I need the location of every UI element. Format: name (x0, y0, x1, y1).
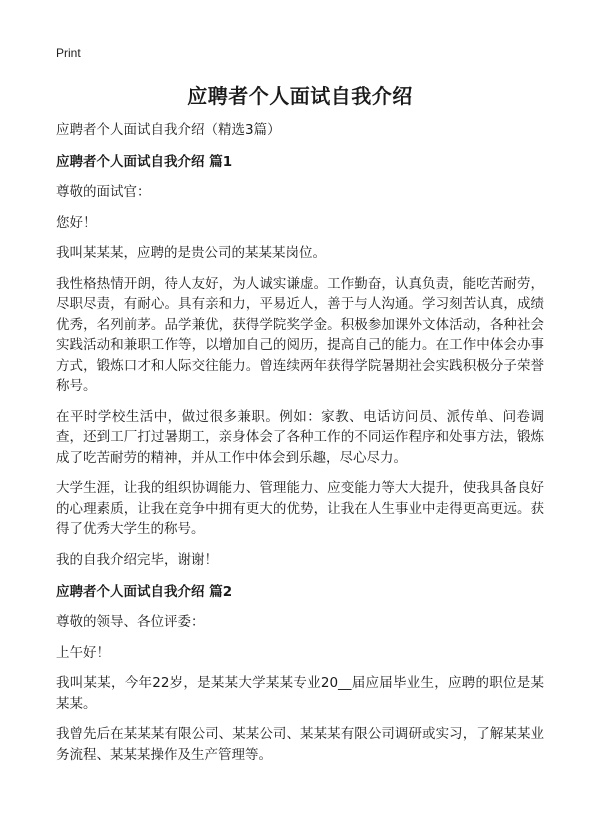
document-subtitle: 应聘者个人面试自我介绍（精选3篇） (56, 122, 281, 138)
paragraph: 我性格热情开朗，待人友好，为人诚实谦虚。工作勤奋，认真负责，能吃苦耐劳，尽职尽责，有耐心。具有亲和力，平易近人，善于与人沟通。学习刻苦认真，成绩优秀，名列前茅。品学兼优，获得学院奖学金。积极参加课外文体活动，各种社会实践活动和兼职工作等，以增加自己的阅历，提高自己的能力。在工作中体会办事方式，锻炼口才和人际交往能力。曾连续两年获得学院暑期社会实践积极分子荣誉称号。 (56, 275, 544, 394)
paragraph: 我叫某某，今年22岁，是某某大学某某专业20__届应届毕业生，应聘的职位是某某某。 (56, 675, 544, 712)
section-1 (56, 152, 544, 570)
paragraph: 尊敬的领导、各位评委： (56, 614, 205, 630)
paragraph: 我叫某某某，应聘的是贵公司的某某某岗位。 (56, 245, 326, 261)
paragraph: 在平时学校生活中，做过很多兼职。例如：家教、电话访问员、派传单、问卷调查，还到工厂打过暑期工，亲身体会了各种工作的不同运作程序和处事方法，锻炼成了吃苦耐劳的精神，并从工作中体会到乐趣，尽心尽力。 (56, 408, 544, 466)
section-heading: 应聘者个人面试自我介绍 篇1 (56, 154, 233, 170)
paragraph: 您好！ (56, 214, 97, 231)
paragraph: 上午好！ (56, 644, 110, 661)
section-2 (56, 582, 544, 765)
paragraph: 我的自我介绍完毕，谢谢！ (56, 551, 218, 568)
document-title: 应聘者个人面试自我介绍 (187, 84, 413, 108)
section-heading: 应聘者个人面试自我介绍 篇2 (56, 584, 233, 600)
paragraph: 大学生涯，让我的组织协调能力、管理能力、应变能力等大大提升，使我具备良好的心理素质，让我在竞争中拥有更大的优势，让我在人生事业中走得更高更远。获得了优秀大学生的称号。 (56, 480, 544, 537)
paragraph: 尊敬的面试官： (56, 184, 151, 200)
print-link[interactable]: Print (56, 46, 81, 60)
paragraph: 我曾先后在某某某有限公司、某某公司、某某某有限公司调研或实习，了解某某业务流程、某某某操作及生产管理等。 (56, 726, 544, 763)
